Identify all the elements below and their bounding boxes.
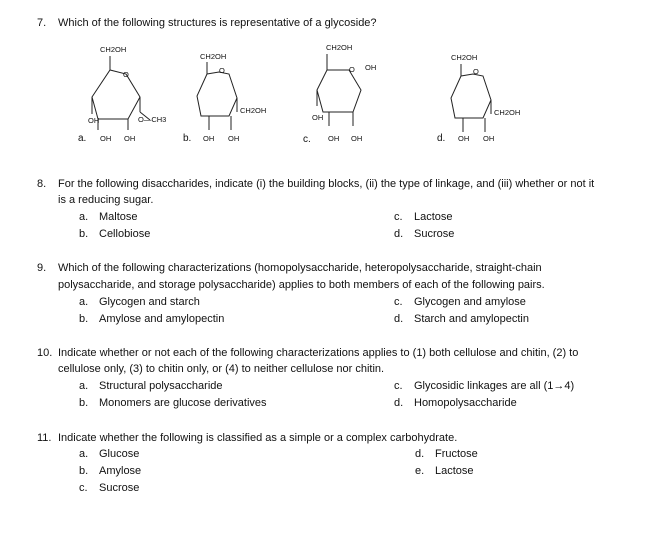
q11-number: 11. [37,432,52,444]
q10-number: 10. [37,347,53,359]
q10-option-c: Glycosidic linkages are all (1→4) [414,380,575,392]
structure-c-left-oh: OH [312,113,324,122]
q9-option-c-letter: c. [394,296,403,308]
q9-option-a: Glycogen and starch [99,296,200,308]
q11-option-b-letter: b. [79,465,89,477]
structure-b-ch2oh: CH2OH [200,52,227,61]
q8-line-2: is a reducing sugar. [58,194,154,206]
q11-option-a: Glucose [99,448,140,460]
structure-c-oh-2: OH [351,134,363,143]
q11-option-e-letter: e. [415,465,425,477]
structure-a-oh-1: OH [100,134,112,143]
structure-b-ring [195,60,275,140]
q9-line-1: Which of the following characterizations (homopolysaccharide, heteropolysaccharide, straight-chain [58,262,542,274]
structure-b-oh-2: OH [228,134,240,143]
q8-number: 8. [37,178,47,190]
q8-option-a-letter: a. [79,211,89,223]
structure-b-oh-1: OH [203,134,215,143]
q10-option-b: Monomers are glucose derivatives [99,397,267,409]
structure-d-ring [449,62,529,142]
q11-option-b: Amylose [99,465,142,477]
q11-option-a-letter: a. [79,448,89,460]
q9-number: 9. [37,262,47,274]
q8-option-b: Cellobiose [99,228,151,240]
structure-c-letter: c. [303,134,311,145]
structure-c-anomeric-oh: OH [365,63,377,72]
structure-b-ring-oxygen: O [219,66,225,75]
structure-d-letter: d. [437,133,446,144]
structure-a-ring [88,52,158,142]
q8-option-c: Lactose [414,211,453,223]
structure-d-ring-oxygen: O [473,67,479,76]
structure-a-ch2oh: CH2OH [100,45,127,54]
q10-option-b-letter: b. [79,397,89,409]
structure-c-oh-1: OH [328,134,340,143]
structure-b-letter: b. [183,133,192,144]
structure-d-right-ch2oh: CH2OH [494,108,521,117]
q10-option-a: Structural polysaccharide [99,380,223,392]
structure-d-oh-1: OH [458,134,470,143]
q10-line-2: cellulose only, (3) to chitin only, or (4) to neither cellulose nor chitin. [58,363,385,375]
structure-a-ring-oxygen: O [123,70,129,79]
q9-option-b: Amylose and amylopectin [99,313,225,325]
q10-option-a-letter: a. [79,380,89,392]
q8-option-b-letter: b. [79,228,89,240]
q9-option-d-letter: d. [394,313,404,325]
q9-option-c: Glycogen and amylose [414,296,526,308]
structure-c-ch2oh: CH2OH [326,43,353,52]
q9-option-d: Starch and amylopectin [414,313,529,325]
q7-number: 7. [37,17,47,29]
q9-option-a-letter: a. [79,296,89,308]
structure-c-ring-oxygen: O [349,65,355,74]
structure-a-letter: a. [78,133,87,144]
structure-a-och3: O—CH3 [138,115,167,124]
q8-line-1: For the following disaccharides, indicate (i) the building blocks, (ii) the type of linkage, and (iii) whether or not it [58,178,595,190]
q11-option-d: Fructose [435,448,478,460]
q8-option-d: Sucrose [414,228,455,240]
q10-line-1: Indicate whether or not each of the following characterizations applies to (1) both cellulose and chitin, (2) to [58,347,579,359]
q8-option-a: Maltose [99,211,138,223]
q11-option-d-letter: d. [415,448,425,460]
structure-a-left-oh: OH [88,116,100,125]
q8-option-c-letter: c. [394,211,403,223]
structure-d-oh-2: OH [483,134,495,143]
q11-option-c-letter: c. [79,482,88,494]
q8-option-d-letter: d. [394,228,404,240]
q10-option-d-letter: d. [394,397,404,409]
structure-a-oh-2: OH [124,134,136,143]
structure-d-ch2oh: CH2OH [451,53,478,62]
q11-option-e: Lactose [435,465,474,477]
q9-line-2: polysaccharide, and storage polysaccharide) applies to both members of each of the following pairs. [58,279,545,291]
q10-option-c-letter: c. [394,380,403,392]
q7-text: Which of the following structures is representative of a glycoside? [58,17,377,29]
structure-b-right-ch2oh: CH2OH [240,106,267,115]
q11-text: Indicate whether the following is classified as a simple or a complex carbohydrate. [58,432,458,444]
q11-option-c: Sucrose [99,482,140,494]
q10-option-d: Homopolysaccharide [414,397,517,409]
q9-option-b-letter: b. [79,313,89,325]
